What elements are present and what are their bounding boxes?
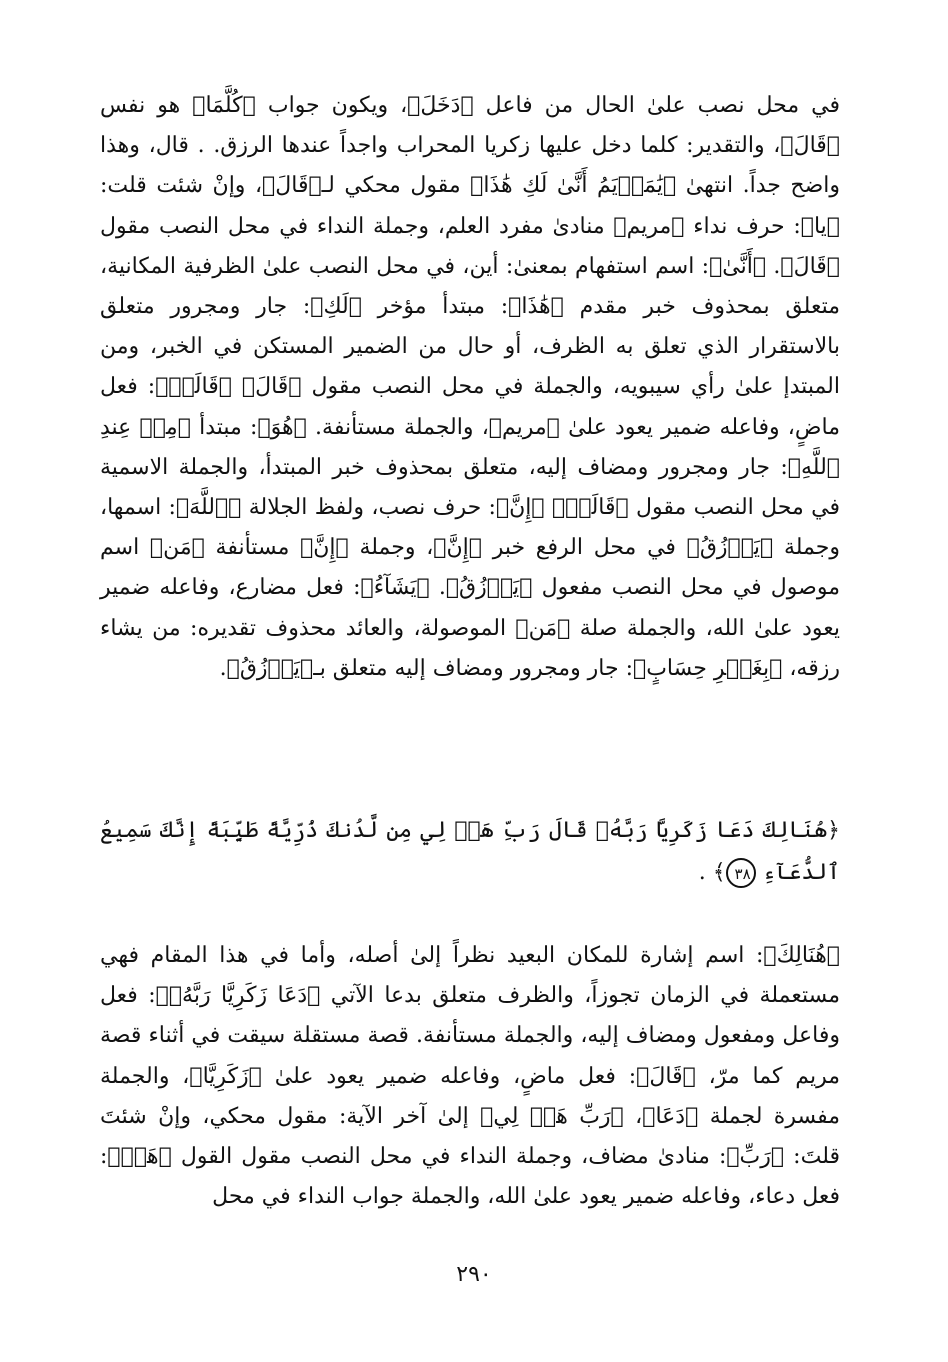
commentary-paragraph: في محل نصب علىٰ الحال من فاعل ﴿دَخَلَ﴾، ويكون جواب ﴿كُلَّمَا﴾ هو نفس ﴿قَالَ﴾، والتقدير: كلما دخل عليها زكريا المحراب واجداً عندها الرزق. . قال، وهذا واضح جداً. انتهىٰ ﴿يَٰمَرۡيَمُ أَنَّىٰ لَكِ هَٰذَا﴾ مقول محكي لـ﴿قَالَ﴾، وإنْ شئت قلت: ﴿يا﴾: حرف نداء ﴿مريم﴾ منادىٰ مفرد العلم، وجملة النداء في محل النصب مقول ﴿قَالَ﴾. ﴿أَنَّىٰ﴾: اسم استفهام بمعنىٰ: أين، في محل النصب علىٰ الظرفية المكانية، متعلق بمحذوف خبر مقدم ﴿هَٰذَا﴾: مبتدأ مؤخر ﴿لَكِ﴾: جار ومجرور متعلق بالاستقرار الذي تعلق به الظرف، أو حال من الضمير المستكن في الخبر، ومن المبتدإ علىٰ رأي سيبويه، والجملة في محل النصب مقول ﴿قَالَ﴾ ﴿قَالَتۡ﴾: فعل ماضٍ، وفاعله ضمير يعود علىٰ ﴿مريم﴾، والجملة مستأنفة. ﴿هُوَ﴾: مبتدأ ﴿مِنۡ عِندِ ٱللَّهِ﴾: جار ومجرور ومضاف إليه، متعلق بمحذوف خبر المبتدأ، والجملة الاسمية في محل النصب مقول ﴿قَالَتۡ﴾ ﴿إِنَّ﴾: حرف نصب، ولفظ الجلالة ﴿ٱللَّهَ﴾: اسمها، وجملة ﴿يَرۡزُقُ﴾ في محل الرفع خبر ﴿إِنَّ﴾، وجملة ﴿إِنَّ﴾ مستأنفة ﴿مَن﴾ اسم موصول في محل النصب مفعول ﴿يَرۡزُقُ﴾. ﴿يَشَآءُ﴾: فعل مضارع، وفاعله ضمير يعود علىٰ الله، والجملة صلة ﴿مَن﴾ الموصولة، والعائد محذوف تقديره: من يشاء رزقه، ﴿بِغَيۡرِ حِسَابٍ﴾: جار ومجرور ومضاف إليه متعلق بـ﴿يَرۡزُقُ﴾. — [100, 93, 840, 681]
commentary-paragraph: ﴿هُنَالِكَ﴾: اسم إشارة للمكان البعيد نظراً إلىٰ أصله، وأما في هذا المقام فهي مستعملة في الزمان تجوزاً، والظرف متعلق بدعا الآتي ﴿دَعَا زَكَرِيَّا رَبَّهُۥ﴾: فعل وفاعل ومفعول ومضاف إليه، والجملة مستأنفة. قصة مستقلة سيقت في أثناء قصة مريم كما مرّ، ﴿قَالَ﴾: فعل ماضٍ، وفاعله ضمير يعود علىٰ ﴿زَكَرِيَّا﴾، والجملة مفسرة لجملة ﴿دَعَا﴾، ﴿رَبِّ هَبۡ لِي﴾ إلىٰ آخر الآية: مقول محكي، وإنْ شئتَ قلتَ: ﴿رَبِّ﴾: منادىٰ مضاف، وجملة النداء في محل النصب مقول القول ﴿هَبۡ﴾: فعل دعاء، وفاعله ضمير يعود علىٰ الله، والجملة جواب النداء في محل — [100, 943, 840, 1210]
verse-text: ﴿هُنَالِكَ دَعَا زَكَرِيَّا رَبَّهُۥ قَالَ رَبِّ هَبۡ لِي مِن لَّدُنكَ ذُرِّيَّةً طَيِّبَةً إِنَّكَ سَمِيعُ ٱلدُّعَآءِ — [100, 818, 840, 885]
verse-number-ornament: ٣٨ — [726, 858, 756, 888]
verse-closing: ﴾ . — [698, 860, 726, 885]
page-number: ٢٩٠ — [456, 1262, 492, 1287]
quran-verse — [100, 810, 840, 894]
